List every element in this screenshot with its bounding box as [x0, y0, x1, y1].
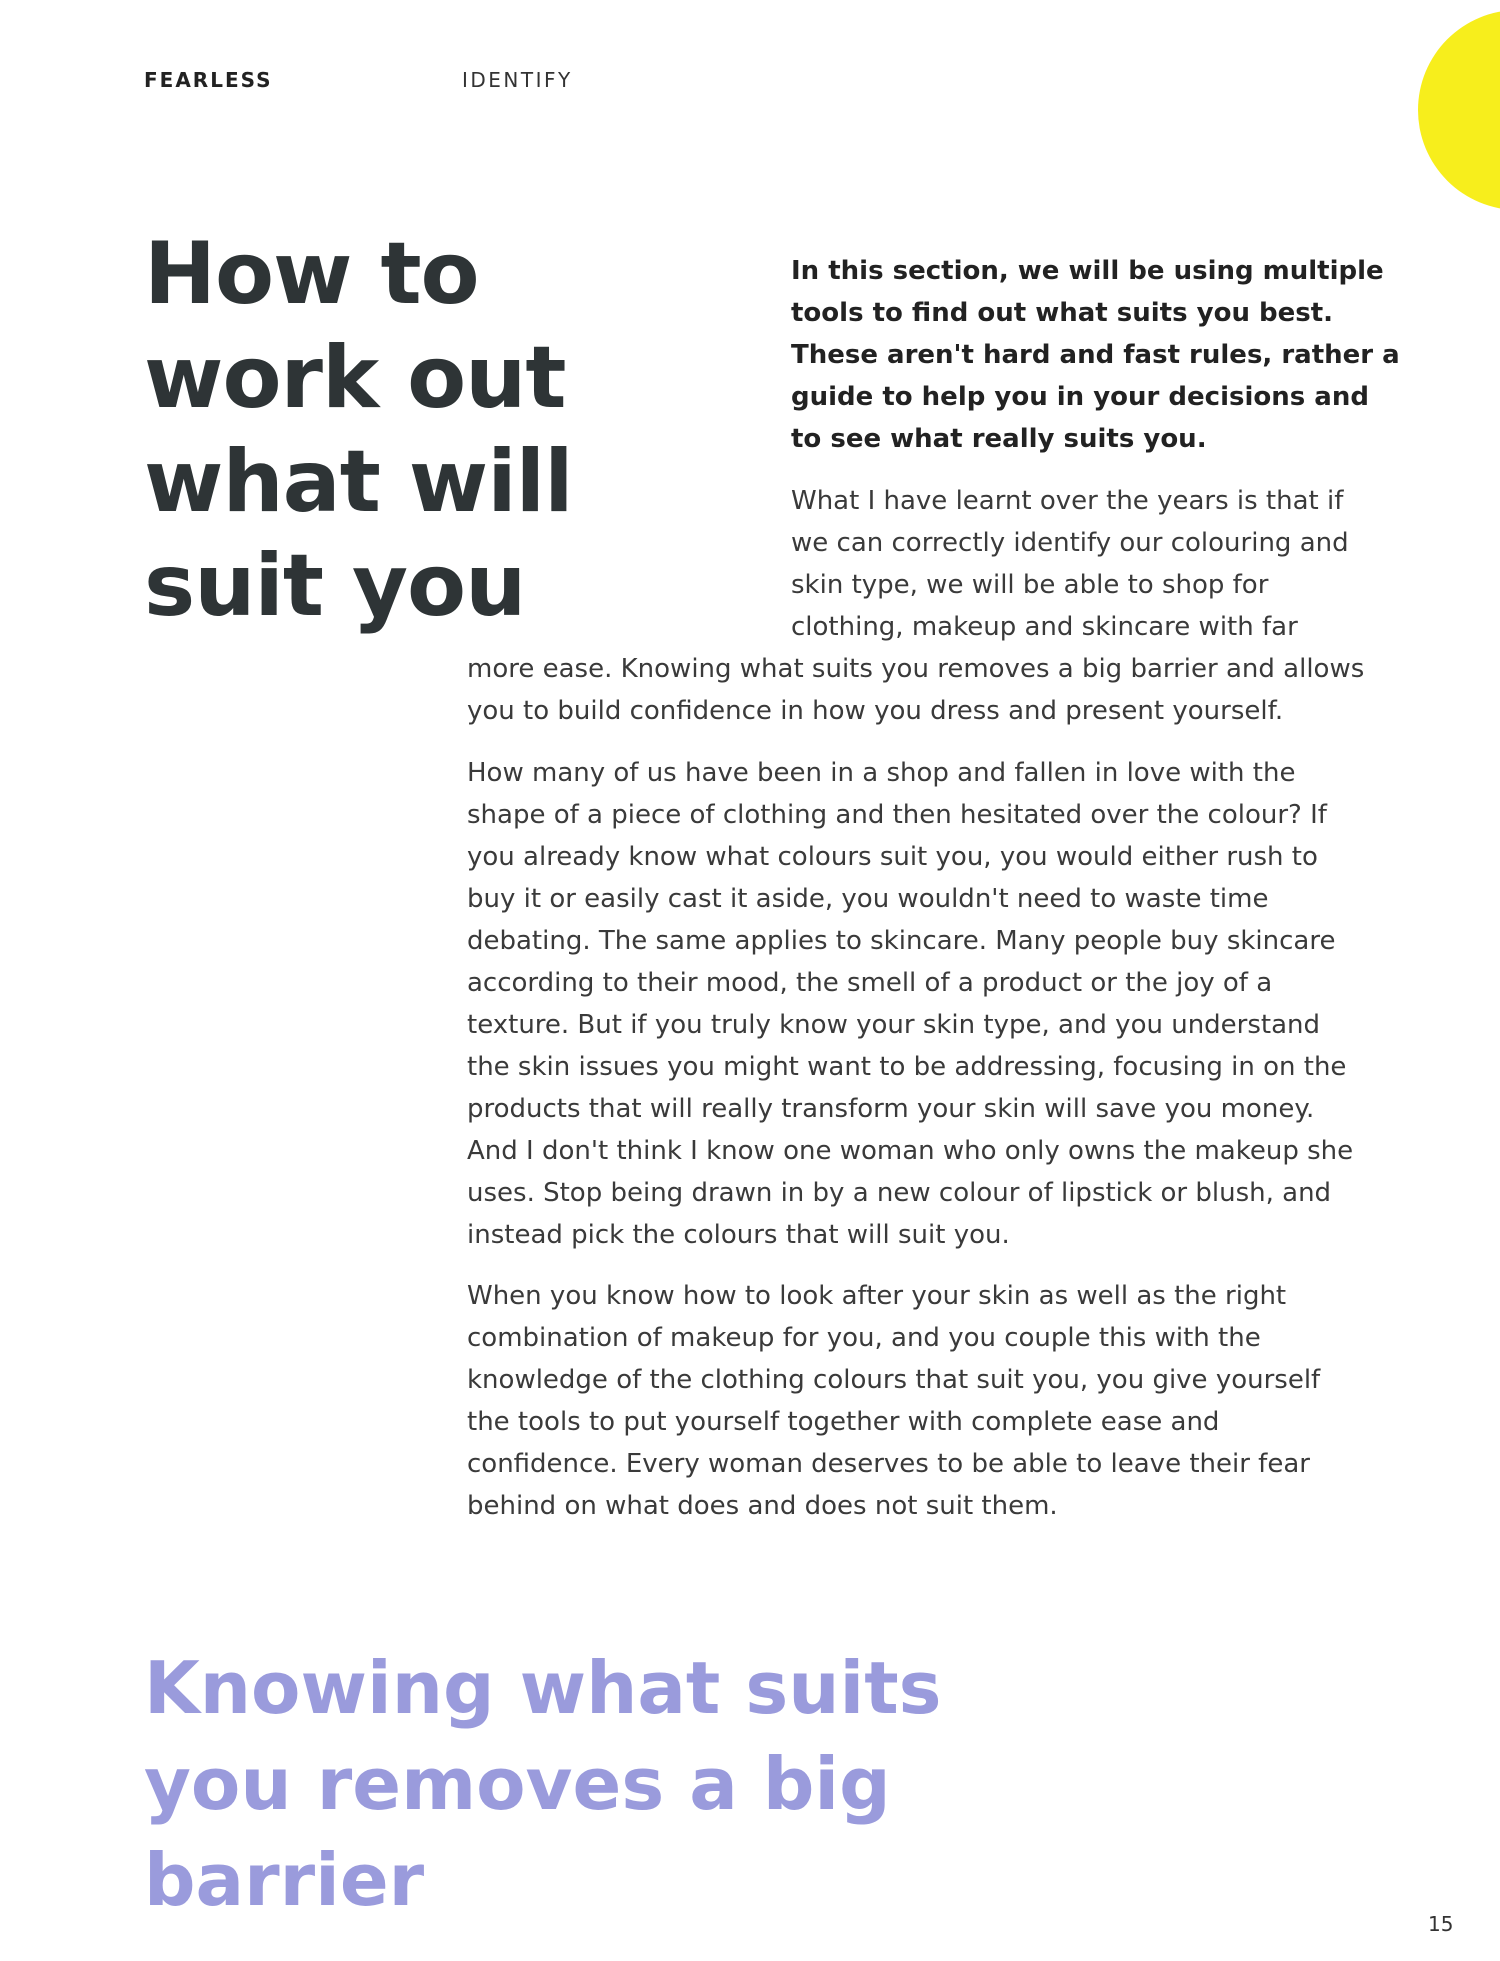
body-paragraph-2: How many of us have been in a shop and fallen in love with the shape of a piece of clothing and then hesitated over the colour? If you already know what colours suit you, you would either rush to buy it or easily cast it aside, you wouldn't need to waste time debating. The same applies to skincare. Many people buy skincare according to their mood, the smell of a product or the joy of a texture. But if you truly know your skin type, and you understand the skin issues you might want to be addressing, focusing in on the products that will really transform your skin will save you money. And I don't think I know one woman who only owns the makeup she uses. Stop being drawn in by a new colour of lipstick or blush, and instead pick the colours that will suit you. [467, 758, 1354, 1250]
page-number: 15 [1428, 1912, 1454, 1936]
pull-quote: Knowing what suits you removes a big barrier [144, 1646, 942, 1922]
running-header-book-title: FEARLESS [144, 68, 273, 92]
intro-paragraph: In this section, we will be using multiple tools to find out what suits you best. These aren't hard and fast rules, rather a guide to help you in your decisions and to see what really suits you. [791, 256, 1400, 454]
body-paragraph-1-bottom: more ease. Knowing what suits you removes a big barrier and allows you to build confidence in how you dress and present yourself. [467, 654, 1365, 726]
body-paragraph-1-top: What I have learnt over the years is that if we can correctly identify our colouring and skin type, we will be able to shop for clothing, makeup and skincare with far [791, 486, 1349, 642]
page-title: How to work out what will suit you [144, 224, 573, 636]
body-paragraph-3: When you know how to look after your skin as well as the right combination of makeup for you, and you couple this with the knowledge of the clothing colours that suit you, you give yourself the tools to put yourself together with complete ease and confidence. Every woman deserves to be able to leave their fear behind on what does and does not suit them. [467, 1281, 1321, 1521]
decorative-yellow-circle [1418, 10, 1500, 210]
running-header-section: IDENTIFY [462, 68, 573, 92]
